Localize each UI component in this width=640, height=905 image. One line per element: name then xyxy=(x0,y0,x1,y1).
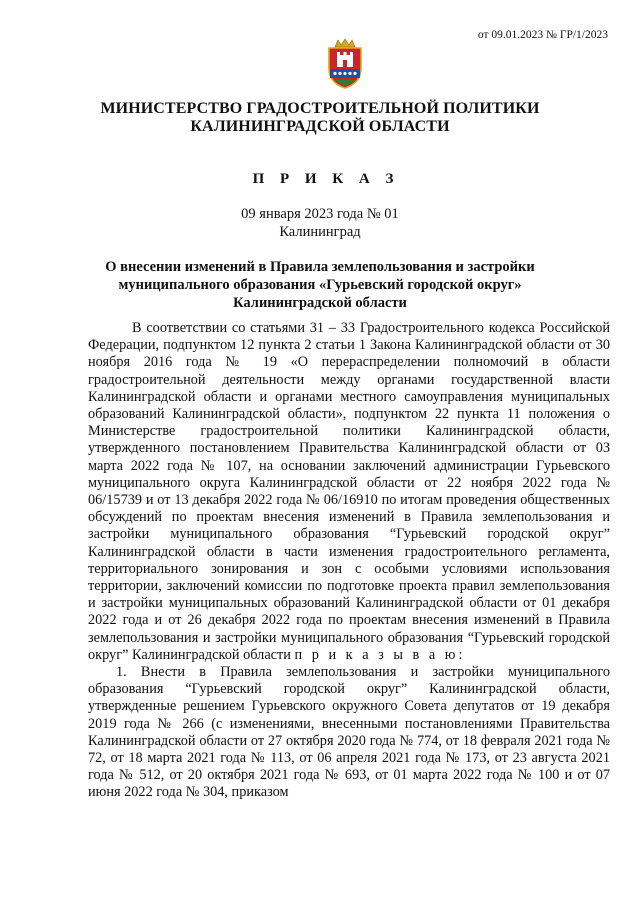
order-city: Калининград xyxy=(279,224,361,240)
order-body xyxy=(88,320,610,802)
order-directive: п р и к а з ы в а ю: xyxy=(294,646,466,663)
document-reference: от 09.01.2023 № ГР/1/2023 xyxy=(477,29,608,41)
order-subject-line2: муниципального образования «Гурьевский городской округ» xyxy=(118,277,522,293)
order-subject-line1: О внесении изменений в Правила землепользования и застройки xyxy=(105,259,535,275)
preamble-paragraph xyxy=(88,320,610,664)
preamble-text: В соответствии со статьями 31 – 33 Градостроительного кодекса Российской Федерации, подпунктом 12 пункта 2 статьи 1 Закона Калининградской области от 30 ноября 2016 года № 19 «О перераспределении полномочий в области градостроительной деятельности между органами государственной власти Калининградской области и органами местного самоуправления муниципальных образований Калининградской области», подпунктом 22 пункта 11 положения о Министерстве градостроительной политики Калининградской области, утвержденного постановлением Правительства Калининградской области от 03 марта 2022 года № 107, на основании заключений администрации Гурьевского муниципального округа Калининградской области от 22 ноября 2022 года № 06/15739 и от 13 декабря 2022 года № 06/16910 по итогам проведения общественных обсуждений по проектам внесения изменений в Правила землепользования и застройки муниципального образования “Гурьевский городской округ” Калининградской области в части изменения градостроительного регламента, территориального зонирования и зон с особыми условиями использования территории, заключений комиссии по подготовке проекта правил землепользования и застройки муниципальных образований Калининградской области от 01 декабря 2022 года и от 26 декабря 2022 года по проектам внесения изменений в Правила землепользования и застройки муниципального образования “Гурьевский городской округ” Калининградской области xyxy=(88,320,610,663)
order-title: П Р И К А З xyxy=(252,171,400,187)
ministry-name-line2: КАЛИНИНГРАДСКОЙ ОБЛАСТИ xyxy=(190,118,450,135)
order-subject xyxy=(80,258,560,312)
order-date: 09 января 2023 года № 01 xyxy=(241,206,399,222)
ministry-name xyxy=(0,100,640,136)
ministry-name-line1: МИНИСТЕРСТВО ГРАДОСТРОИТЕЛЬНОЙ ПОЛИТИКИ xyxy=(100,100,540,117)
order-item-1: 1. Внести в Правила землепользования и застройки муниципального образования “Гурьевский городской округ” Калининградской области, утвержденные решением Гурьевского окружного Совета депутатов от 19 декабря 2019 года № 266 (с изменениями, внесенными постановлениями Правительства Калининградской области от 27 октября 2020 года № 774, от 18 февраля 2021 года № 72, от 18 марта 2021 года № 113, от 06 апреля 2021 года № 173, от 23 августа 2021 года № 512, от 20 октября 2021 года № 693, от 01 марта 2022 года № 100 и от 07 июня 2022 года № 304, приказом xyxy=(88,664,610,801)
order-subject-line3: Калининградской области xyxy=(233,295,407,311)
kaliningrad-coat-of-arms-icon xyxy=(323,38,367,90)
